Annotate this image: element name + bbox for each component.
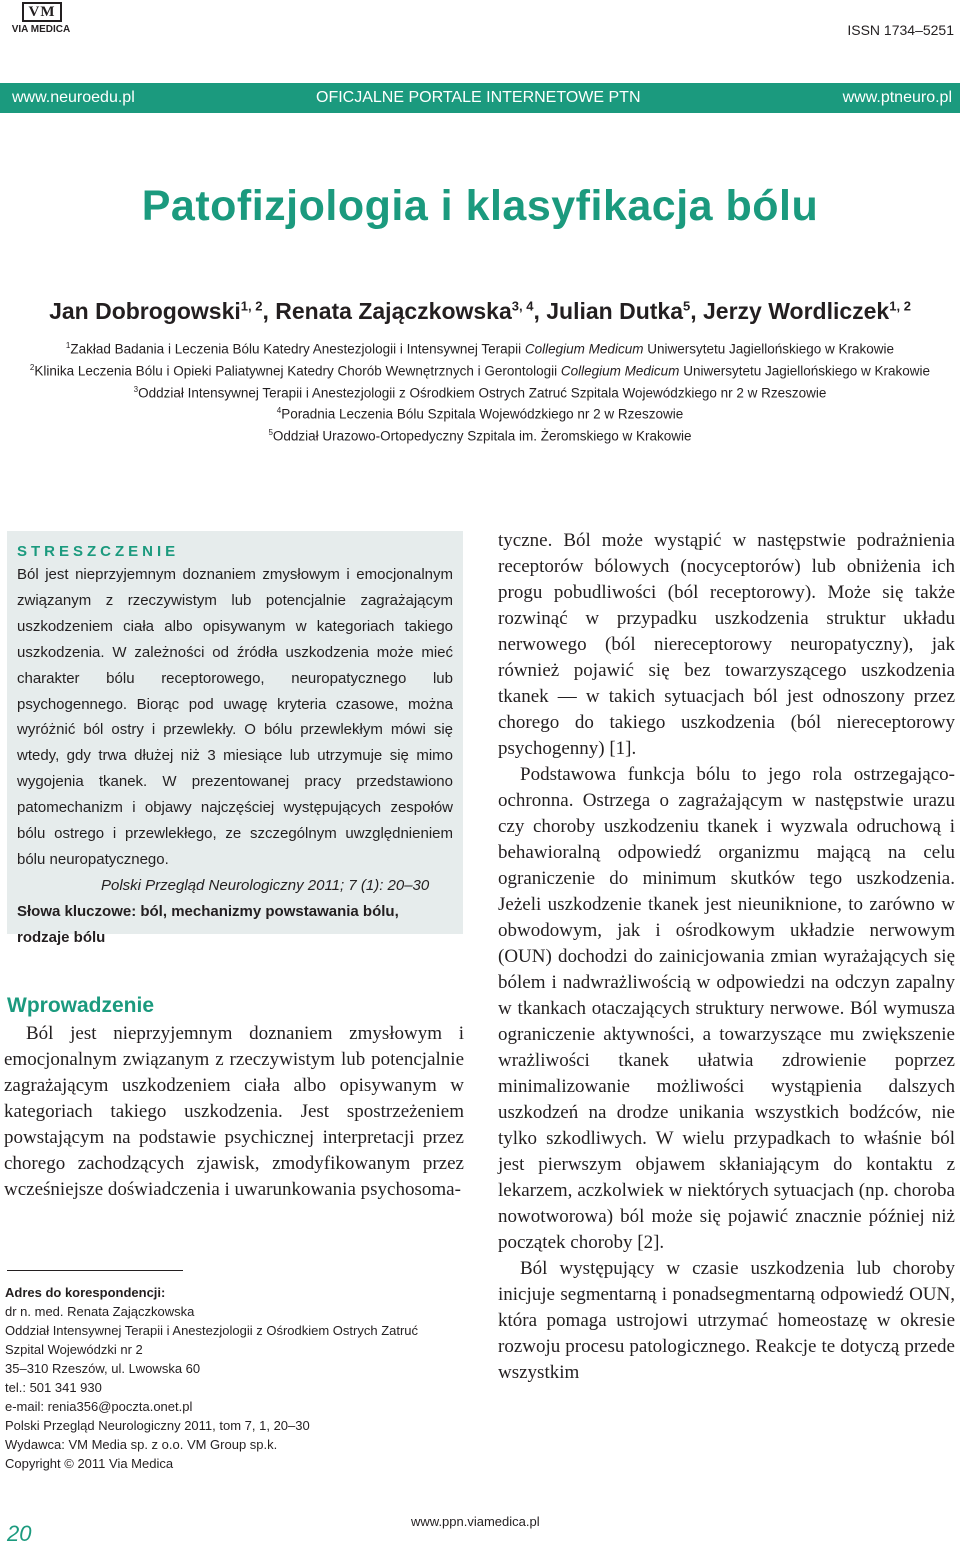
affiliation-text: Poradnia Leczenia Bólu Szpitala Wojewódzkiego nr 2 w Rzeszowie xyxy=(281,406,684,422)
link-ptneuro[interactable]: www.ptneuro.pl xyxy=(842,89,952,106)
author-name: Jerzy Wordliczek xyxy=(703,298,890,324)
author-separator: , xyxy=(262,298,276,324)
right-column-text xyxy=(498,528,955,1386)
affiliation-italic: Collegium Medicum xyxy=(560,363,680,379)
correspondence-line: Polski Przegląd Neurologiczny 2011, tom 7, 1, 20–30 xyxy=(5,1418,310,1433)
logo-mark: VM xyxy=(22,2,62,22)
author-affiliation-mark: 5 xyxy=(683,298,691,314)
banner-caption: OFICJALNE PORTALE INTERNETOWE PTN xyxy=(316,89,641,106)
affiliation-number: 1 xyxy=(65,341,71,350)
affiliation-number: 3 xyxy=(133,384,139,394)
correspondence-line: Copyright © 2011 Via Medica xyxy=(5,1456,174,1471)
affiliation-text: Oddział Intensywnej Terapii i Anestezjologii z Ośrodkiem Ostrych Zatruć Szpitala Wojewódzkiego nr 2 w Rzeszowie xyxy=(138,385,827,401)
abstract-citation: Polski Przegląd Neurologiczny 2011; 7 (1): 20–30 xyxy=(101,876,430,894)
correspondence-line: 35–310 Rzeszów, ul. Lwowska 60 xyxy=(5,1361,201,1376)
abstract-heading: STRESZCZENIE xyxy=(17,543,180,560)
correspondence-line: Oddział Intensywnej Terapii i Anestezjologii z Ośrodkiem Ostrych Zatruć xyxy=(5,1323,419,1338)
article-title: Patofizjologia i klasyfikacja bólu xyxy=(141,182,819,230)
issn-number: ISSN 1734–5251 xyxy=(847,22,954,38)
portal-banner xyxy=(0,83,960,113)
author-name: Julian Dutka xyxy=(546,298,683,324)
author-affiliation-mark: 3, 4 xyxy=(511,298,534,314)
correspondence-title: Adres do korespondencji: xyxy=(5,1285,166,1300)
abstract-box xyxy=(7,531,463,946)
affiliation-text: Uniwersytetu Jagiellońskiego w Krakowie xyxy=(679,363,931,379)
paragraph: Ból występujący w czasie uszkodzenia lub choroby inicjuje segmentarną i ponadsegmentarną odpowiedź OUN, która pomaga ustrojowi utrzymać homeostazę w okresie rozwoju procesu patologicznego. Reakcje te dotyczą przede wszystkim xyxy=(498,1258,955,1383)
affiliation-text: Klinika Leczenia Bólu i Opieki Paliatywnej Katedry Chorób Wewnętrznych i Gerontologii xyxy=(34,363,561,379)
affiliation-number: 5 xyxy=(268,428,273,438)
affiliation-line xyxy=(0,402,960,424)
paragraph: Ból jest nieprzyjemnym doznaniem zmysłowym i emocjonalnym związanym z rzeczywistym lub potencjalnie zagrażającym uszkodzeniem ciała albo opisywanym w kategoriach takiego uszkodzenia. Jest spostrzeżeniem powstającym na podstawie psychicznej interpretacji przez chorego zachodzących zjawisk, zmodyfikowanym przez wcześniejsze doświadczenia i uwarunkowania psychosoma- xyxy=(4,1023,464,1200)
author-name: Jan Dobrogowski xyxy=(49,298,241,324)
affiliation-text: Zakład Badania i Leczenia Bólu Katedry Anestezjologii i Intensywnej Terapii xyxy=(70,341,525,357)
author-affiliation-mark: 1, 2 xyxy=(240,298,263,314)
correspondence-line: tel.: 501 341 930 xyxy=(5,1380,102,1395)
affiliation-line xyxy=(0,359,960,381)
author-separator: , xyxy=(533,298,547,324)
author-separator: , xyxy=(690,298,704,324)
affiliation-text: Oddział Urazowo-Ortopedyczny Szpitala im. Żeromskiego w Krakowie xyxy=(272,428,692,444)
affiliation-text: Uniwersytetu Jagiellońskiego w Krakowie xyxy=(643,341,895,357)
affiliation-number: 2 xyxy=(29,362,35,372)
section-heading-introduction: Wprowadzenie xyxy=(7,994,155,1017)
affiliation-line xyxy=(0,337,960,359)
link-neuroedu[interactable]: www.neuroedu.pl xyxy=(12,89,135,106)
journal-url[interactable]: www.ppn.viamedica.pl xyxy=(411,1514,540,1529)
author-list xyxy=(0,298,960,325)
affiliation-list xyxy=(0,337,960,446)
author-name: Renata Zajączkowska xyxy=(275,298,512,324)
correspondence-line: dr n. med. Renata Zajączkowska xyxy=(5,1304,195,1319)
introduction-text xyxy=(4,1021,464,1203)
affiliation-line xyxy=(0,424,960,446)
abstract-keywords: Słowa kluczowe: ból, mechanizmy powstawania bólu, rodzaje bólu xyxy=(17,902,399,946)
page-number: 20 xyxy=(7,1521,32,1546)
affiliation-italic: Collegium Medicum xyxy=(524,341,644,357)
author-affiliation-mark: 1, 2 xyxy=(889,298,911,314)
correspondence-line: Wydawca: VM Media sp. z o.o. VM Group sp.k. xyxy=(5,1437,278,1452)
footnote-divider xyxy=(7,1270,183,1271)
correspondence-block xyxy=(5,1283,418,1473)
paragraph: Podstawowa funkcja bólu to jego rola ostrzegająco-ochronna. Ostrzega o zagrażającym w następstwie urazu czy choroby uszkodzeniu tkanek i wyzwala odruchową i behawioralną odpowiedź organizmu mającą na celu ograniczenie do minimum skutków tego uszkodzenia. Jeżeli uszkodzenie tkanek jest nieuniknione, to zarówno w obwodowym, jak i ośrodkowym układzie nerwowym (OUN) dochodzi do zainicjowania zmian wyrażających się bólem i nadwrażliwością w odpowiedzi na odczyn zapalny w tkankach otaczających struktury nerwowe. Ból wymusza ograniczenie aktywności, a towarzyszące mu zwiększenie wrażliwości tkanek ułatwia zdrowienie poprzez minimalizowanie możliwości wystąpienia dalszych uszkodzeń na drodze unikania wszystkich bodźców, nie tylko szkodliwych. W wielu przypadkach to właśnie ból jest pierwszym objawem skłaniającym do kontaktu z lekarzem, aczkolwiek w niektórych sytuacjach (np. choroba nowotworowa) ból może się pojawić znacznie później niż początek choroby [2]. xyxy=(498,764,955,1253)
affiliation-line xyxy=(0,381,960,403)
logo-text: VIA MEDICA xyxy=(11,24,71,35)
abstract-body: Ból jest nieprzyjemnym doznaniem zmysłowym i emocjonalnym związanym z rzeczywistym lub potencjalnie zagrażającym uszkodzeniem ciała albo opisywanym w kategoriach takiego uszkodzenia. W zależności od źródła uszkodzenia może mieć charakter bólu receptorowego, neuropatycznego lub psychogennego. Biorąc pod uwagę kryteria czasowe, można wyróżnić ból ostry i przewlekły. O bólu przewlekłym mówi się wtedy, gdy trwa dłużej niż 3 miesiące lub utrzymuje się mimo wygojenia tkanek. W prezentowanej pracy przedstawiono patomechanizm i objawy najczęściej występujących zespołów bólu ostrego i przewlekłego, ze szczególnym uwzględnieniem bólu neuropatycznego. xyxy=(17,566,453,868)
correspondence-line: Szpital Wojewódzki nr 2 xyxy=(5,1342,143,1357)
via-medica-logo xyxy=(4,2,78,36)
paragraph: tyczne. Ból może wystąpić w następstwie podrażnienia receptorów bólowych (nocyceptorów) lub obniżenia ich progu pobudliwości (ból receptorowy). Może się także rozwinąć w przypadku uszkodzenia struktur układu nerwowego (ból niereceptorowy neuropatyczny), jak również pojawić się bez towarzyszącego uszkodzenia tkanek — w takich sytuacjach ból jest odnoszony przez chorego do takiego uszkodzenia (ból niereceptorowy psychogenny) [1]. xyxy=(498,530,955,759)
correspondence-email[interactable]: e-mail: renia356@poczta.onet.pl xyxy=(5,1399,193,1414)
affiliation-number: 4 xyxy=(276,406,282,416)
